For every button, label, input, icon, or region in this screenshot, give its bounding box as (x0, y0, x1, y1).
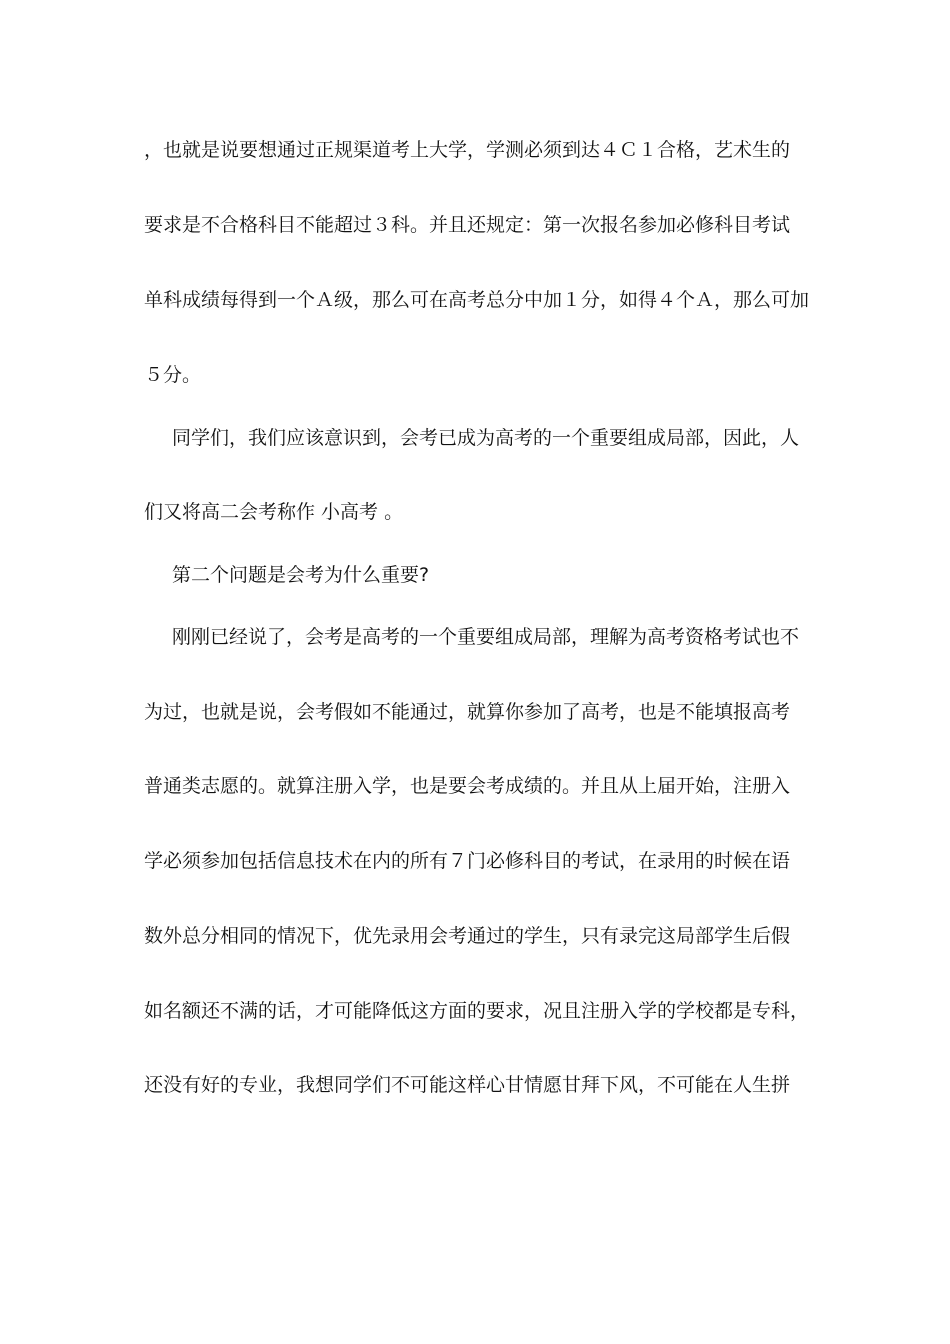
text-line-2: 要求是不合格科目不能超过３科。并且还规定：第一次报名参加必修科目考试 (144, 214, 791, 236)
text-line-11: 学必须参加包括信息技术在内的所有７门必修科目的考试，在录用的时候在语 (144, 850, 791, 872)
text-line-10: 普通类志愿的。就算注册入学，也是要会考成绩的。并且从上届开始，注册入 (144, 775, 791, 797)
text-line-4: ５分。 (144, 364, 202, 386)
text-line-3: 单科成绩每得到一个Ａ级，那么可在高考总分中加１分，如得４个Ａ，那么可加 (144, 289, 810, 311)
text-line-14: 还没有好的专业，我想同学们不可能这样心甘情愿甘拜下风，不可能在人生拼 (144, 1074, 791, 1096)
text-line-6: 们又将高二会考称作 小高考 。 (144, 501, 404, 523)
section-question-line: 第二个问题是会考为什么重要? (172, 564, 430, 586)
text-line-13: 如名额还不满的话，才可能降低这方面的要求，况且注册入学的学校都是专科， (144, 1000, 810, 1022)
paragraph-start-line-5: 同学们，我们应该意识到，会考已成为高考的一个重要组成局部，因此，人 (172, 427, 800, 449)
text-line-1: ，也就是说要想通过正规渠道考上大学，学测必须到达４Ｃ１合格，艺术生的 (144, 139, 791, 161)
text-line-12: 数外总分相同的情况下，优先录用会考通过的学生，只有录完这局部学生后假 (144, 925, 791, 947)
text-line-9: 为过，也就是说，会考假如不能通过，就算你参加了高考，也是不能填报高考 (144, 701, 791, 723)
paragraph-start-line-8: 刚刚已经说了，会考是高考的一个重要组成局部，理解为高考资格考试也不 (172, 626, 800, 648)
